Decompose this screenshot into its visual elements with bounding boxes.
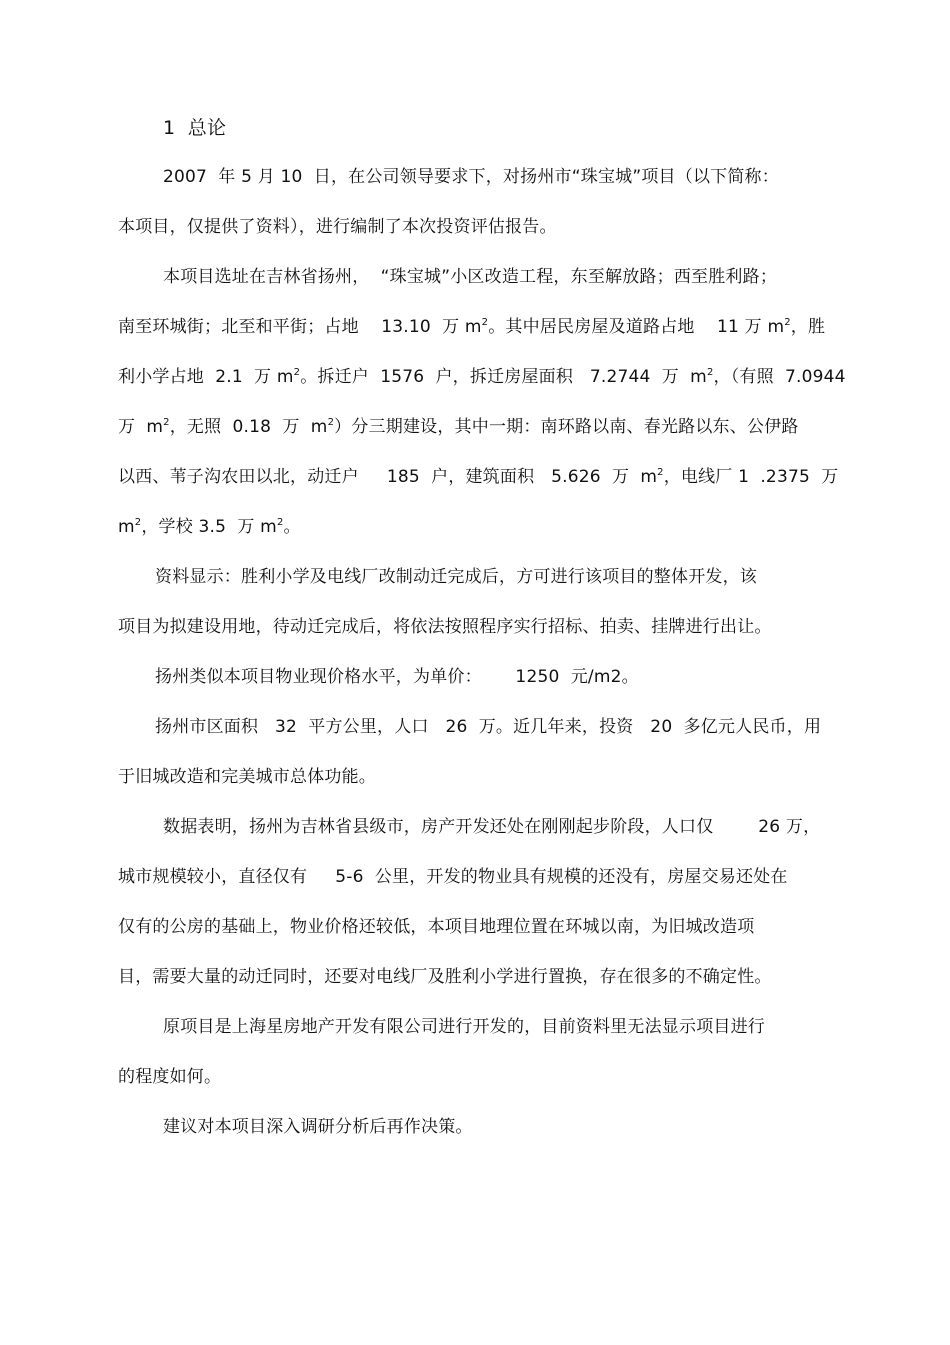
paragraph-6-line-4: 目，需要大量的动迁同时，还要对电线厂及胜利小学进行置换，存在很多的不确定性。 bbox=[118, 967, 772, 987]
paragraph-2-line-6: $m^2$，学校 3.5 万 $m^2$。 bbox=[118, 517, 301, 537]
paragraph-6-line-1: 数据表明，扬州为吉林省县级市，房产开发还处在刚刚起步阶段，人口仅 26 万， bbox=[163, 817, 821, 837]
paragraph-6-line-3: 仅有的公房的基础上，物业价格还较低，本项目地理位置在环城以南，为旧城改造项 bbox=[118, 917, 755, 937]
paragraph-3-line-1: 资料显示：胜利小学及电线厂改制动迁完成后，方可进行该项目的整体开发，该 bbox=[155, 567, 757, 587]
paragraph-2-line-4: 万 $m^2$，无照 0.18 万 $m^2$）分三期建设，其中一期：南环路以南、春光路以东、公伊路 bbox=[118, 417, 799, 437]
paragraph-5-line-1: 扬州市区面积 32 平方公里，人口 26 万。近几年来，投资 20 多亿元人民币，用 bbox=[155, 717, 822, 737]
section-heading: 1 总论 bbox=[163, 117, 227, 139]
paragraph-7-line-1: 原项目是上海星房地产开发有限公司进行开发的，目前资料里无法显示项目进行 bbox=[163, 1017, 765, 1037]
paragraph-1-line-2: 本项目，仅提供了资料），进行编制了本次投资评估报告。 bbox=[118, 217, 557, 237]
paragraph-3-line-2: 项目为拟建设用地，待动迁完成后，将依法按照程序实行招标、拍卖、挂牌进行出让。 bbox=[118, 617, 772, 637]
paragraph-2-line-3: 利小学占地 2.1 万 $m^2$。拆迁户 1576 户，拆迁房屋面积 7.2744 万 $m^2$，（有照 7.0944 bbox=[118, 367, 846, 387]
paragraph-5-line-2: 于旧城改造和完美城市总体功能。 bbox=[118, 767, 376, 787]
paragraph-2-line-5: 以西、苇子沟农田以北，动迁户 185 户，建筑面积 5.626 万 $m^2$，电线厂 1 .2375 万 bbox=[118, 467, 839, 487]
paragraph-1-line-1: 2007 年 5 月 10 日，在公司领导要求下，对扬州市“珠宝城”项目（以下简称： bbox=[163, 167, 779, 187]
paragraph-2-line-1: 本项目选址在吉林省扬州， “珠宝城”小区改造工程，东至解放路；西至胜利路； bbox=[163, 267, 778, 287]
paragraph-6-line-2: 城市规模较小，直径仅有 5-6 公里，开发的物业具有规模的还没有，房屋交易还处在 bbox=[118, 867, 788, 887]
paragraph-7-line-2: 的程度如何。 bbox=[118, 1067, 222, 1087]
paragraph-2-line-2: 南至环城街；北至和平街；占地 13.10 万 $m^2$。其中居民房屋及道路占地 11 万 $m^2$，胜 bbox=[118, 317, 826, 337]
paragraph-4-line-1: 扬州类似本项目物业现价格水平，为单价： 1250 元/m2。 bbox=[155, 667, 639, 687]
paragraph-8-line-1: 建议对本项目深入调研分析后再作决策。 bbox=[163, 1117, 473, 1137]
